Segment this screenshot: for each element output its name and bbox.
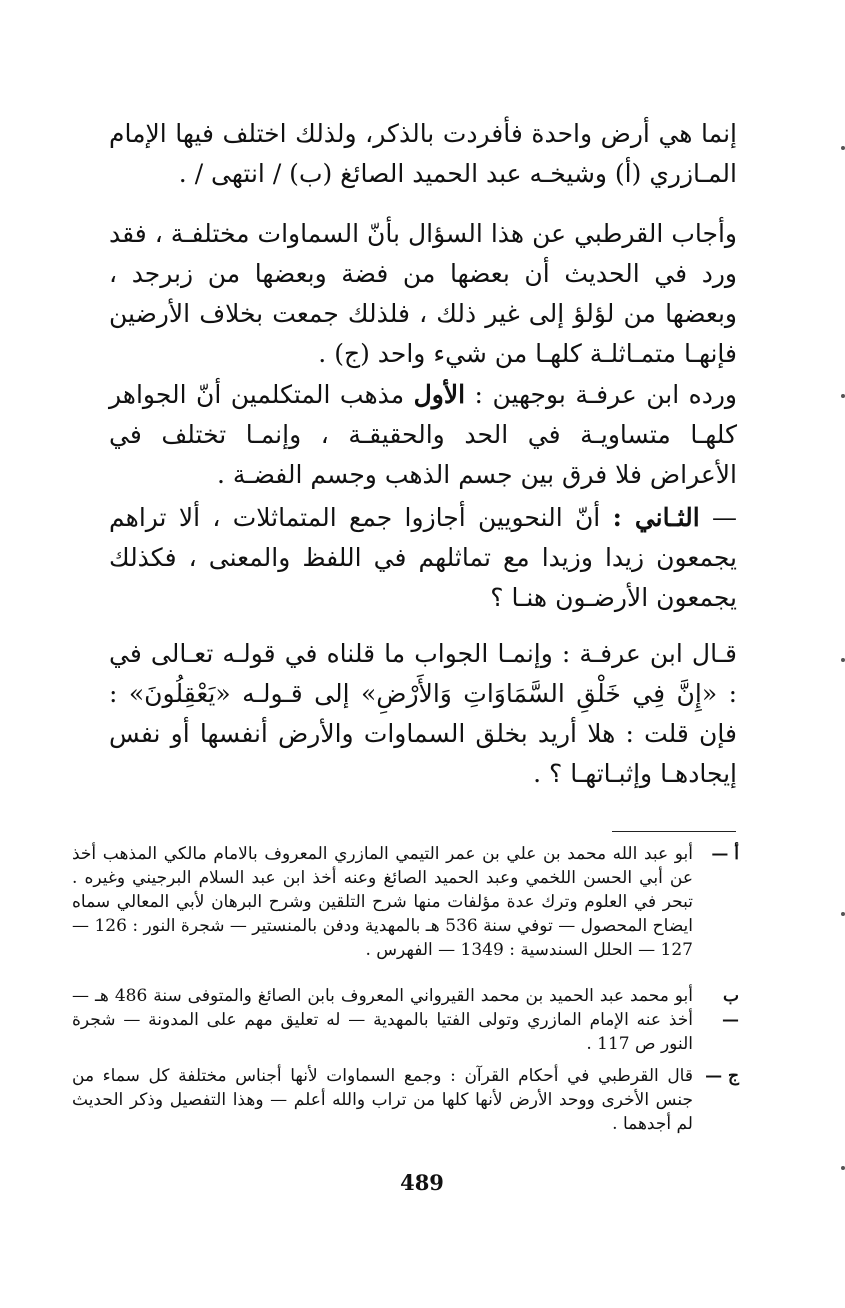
paragraph-3 — [109, 375, 737, 495]
footnote-b — [72, 984, 737, 1056]
margin-dot — [841, 912, 845, 916]
paragraph-4-rest: أنّ النحويين أجازوا جمع المتماثلات ، ألا تراهم يجمعون زيدا وزيدا مع تماثلهم في اللفظ والمعنى ، فكذلك يجمعون الأرضـون هنـا ؟ — [109, 503, 737, 612]
paragraph-2 — [109, 214, 737, 374]
footnote-a-text: أبو عبد الله محمد بن علي بن عمر التيمي المازري المعروف بالامام مالكي المذهب أخذ عن أبي الحسن اللخمي وعبد الحميد الصائغ وعنه أخذ ابن عبد السلام البرجيني وغيره . تبحر في العلوم وترك عدة مؤلفات منها شرح التلقين وشرح البرهان لأبي المعالي سماه ايضاح المحصول — توفي سنة 536 هـ بالمهدية ودفن بالمنستير — شجرة النور : 126 — 127 — الحلل السندسية : 1349 — الفهرس . — [72, 844, 694, 960]
paragraph-4-bold: الثـاني : — [612, 503, 700, 532]
paragraph-2-text: وأجاب القرطبي عن هذا السؤال بأنّ السماوات مختلفـة ، فقد ورد في الحديث أن بعضها من فضة وبعضها من زبرجد ، وبعضها من لؤلؤ إلى غير ذلك ، فلذلك جمعت بخلاف الأرضين فإنهـا متمـاثلـة كلهـا من شيء واحد (ج) . — [109, 219, 737, 368]
paragraph-3-rest: مذهب المتكلمين أنّ الجواهر كلهـا متساويـة في الحد والحقيقـة ، وإنمـا تختلف في الأعراض فلا فرق بين جسم الذهب وجسم الفضـة . — [109, 380, 737, 489]
margin-dot — [841, 1166, 845, 1170]
footnote-a-mark: أ — — [711, 844, 739, 864]
footnote-a — [72, 842, 737, 962]
paragraph-1-text: إنما هي أرض واحدة فأفردت بالذكر، ولذلك اختلف فيها الإمام المـازري (أ) وشيخـه عبد الحميد الصائغ (ب) / انتهى / . — [109, 119, 737, 188]
page-number: 489 — [400, 1170, 444, 1195]
paragraph-3-bold: الأول — [413, 380, 466, 409]
footnote-b-mark: ب — — [722, 986, 739, 1030]
footnote-b-text: أبو محمد عبد الحميد بن محمد القيرواني المعروف بابن الصائغ والمتوفى سنة 486 هـ — أخذ عنه الإمام المازري وتولى الفتيا بالمهدية — له تعليق مهم على المدونة — شجرة النور ص 117 . — [72, 986, 693, 1054]
paragraph-3-lead: ورده ابن عرفـة بوجهين : — [465, 380, 737, 409]
paragraph-5 — [109, 634, 737, 794]
margin-dot — [841, 394, 845, 398]
margin-dot — [841, 658, 845, 662]
paragraph-4-lead: — — [699, 503, 738, 532]
footnote-c-text: قال القرطبي في أحكام القرآن : وجمع السماوات لأنها أجناس مختلفة كل سماء من جنس الأخرى ووحد الأرض لأنها كلها من تراب والله أعلم — وهذا التفصيل وذكر الحديث لم أجدهما . — [72, 1066, 693, 1134]
paragraph-4 — [109, 498, 737, 618]
paragraph-1 — [109, 114, 737, 194]
paragraph-5-text: قـال ابن عرفـة : وإنمـا الجواب ما قلناه في قولـه تعـالى في : «إِنَّ فِي خَلْقِ السَّمَاوَاتِ وَالأَرْضِ» إلى قـولـه «يَعْقِلُونَ» : فإن قلت : هلا أريد بخلق السماوات والأرض أنفسها أو نفس إيجادهـا وإثبـاتهـا ؟ . — [109, 639, 737, 788]
footnote-c-mark: ج — — [705, 1066, 739, 1086]
footnote-c — [72, 1064, 737, 1136]
margin-dot — [841, 146, 845, 150]
footnote-separator — [612, 831, 736, 832]
